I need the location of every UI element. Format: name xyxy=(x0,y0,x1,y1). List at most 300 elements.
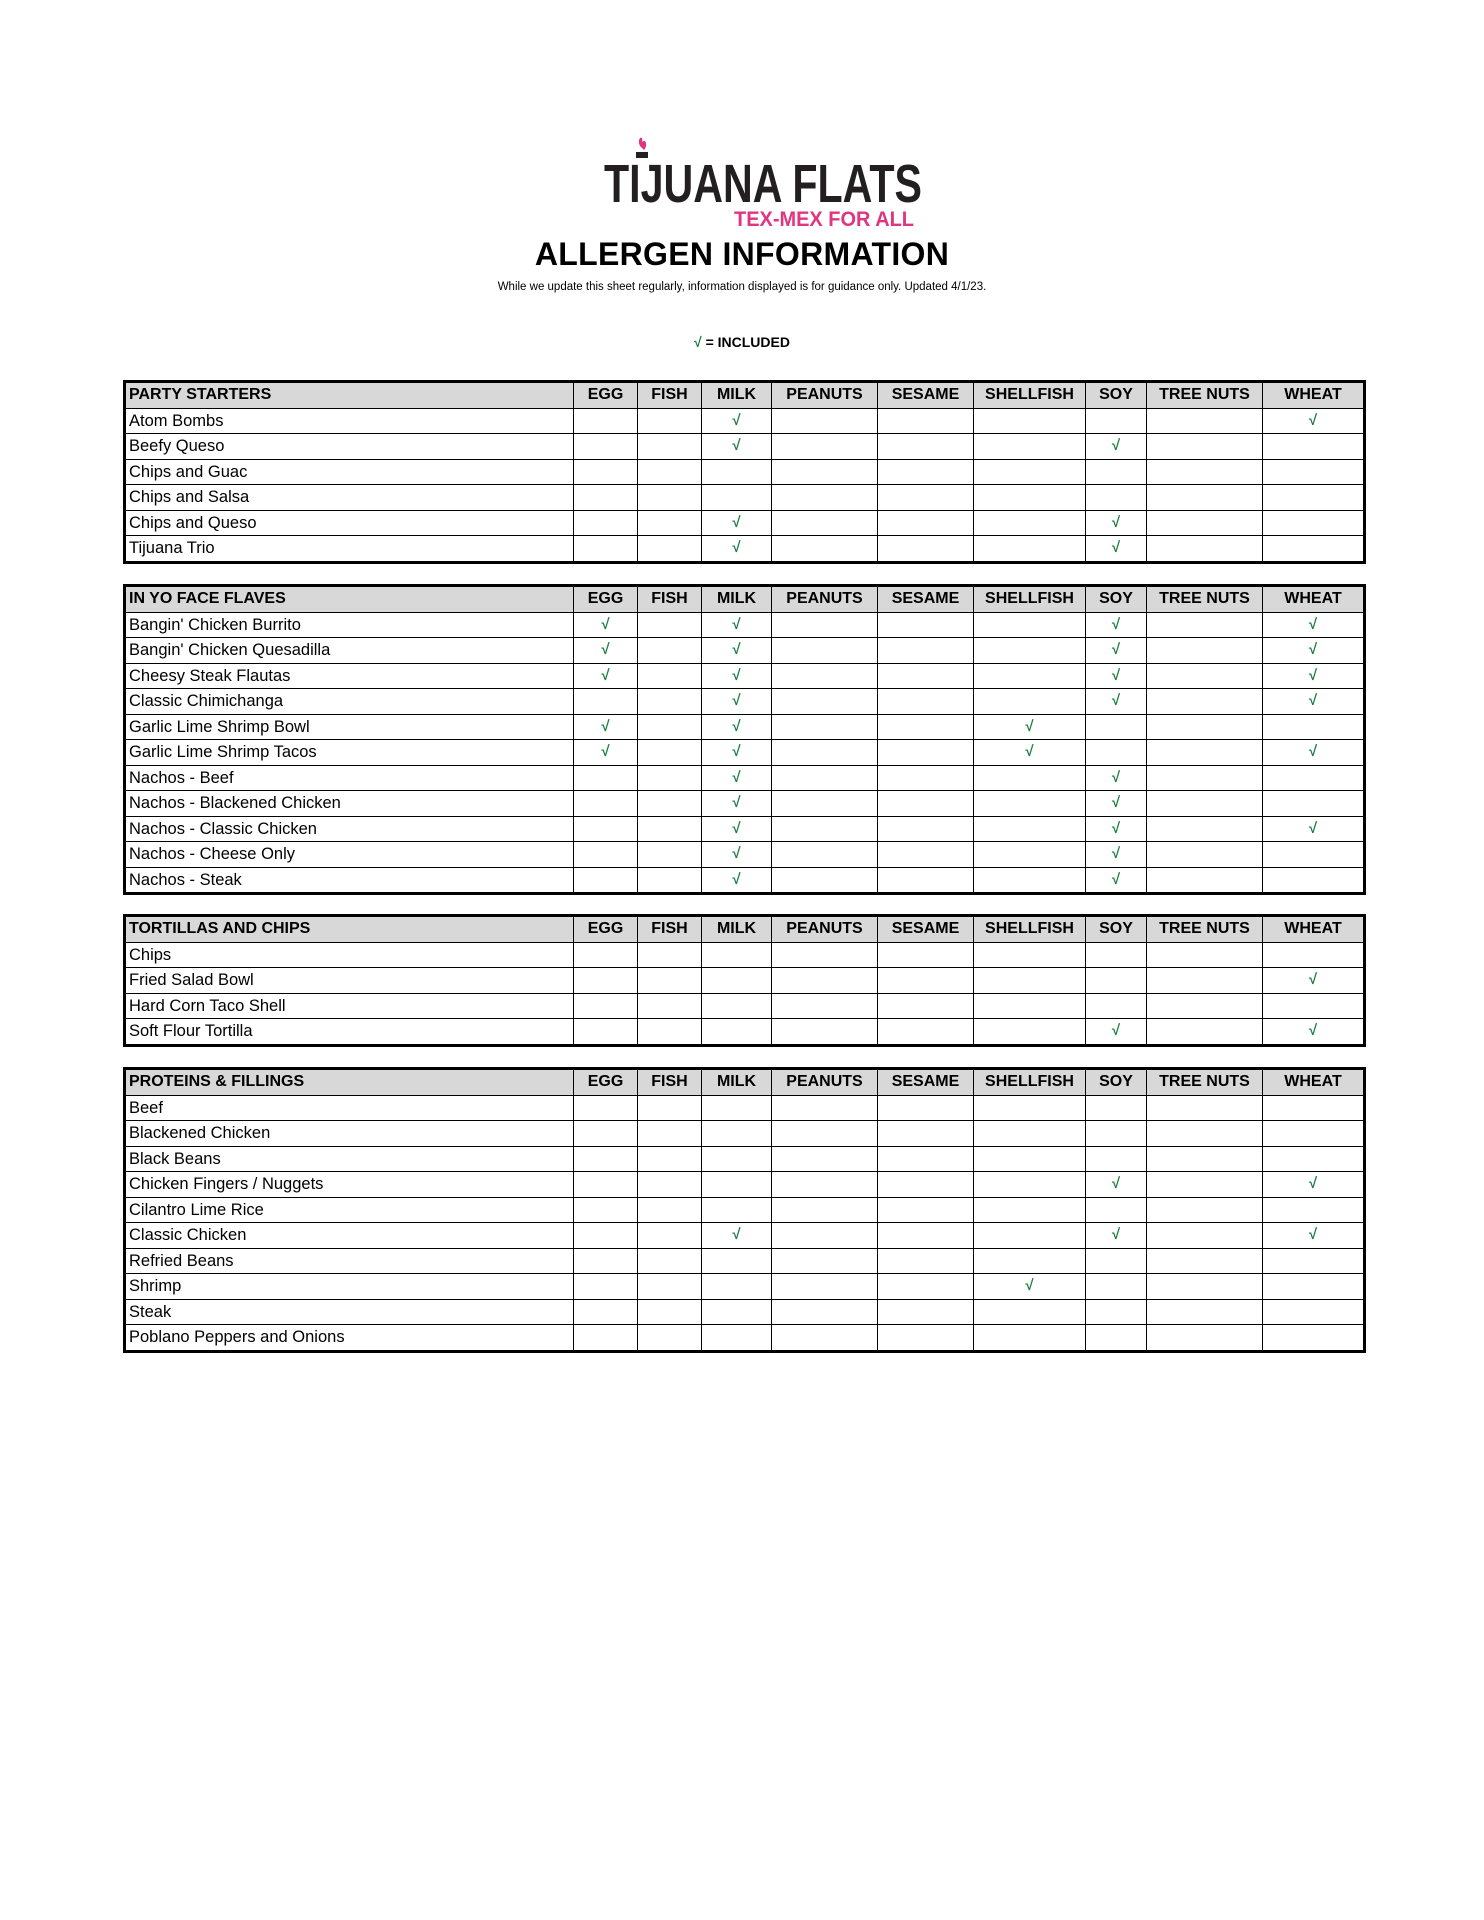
table-row xyxy=(125,791,1365,817)
column-header: TREE NUTS xyxy=(1147,1069,1263,1096)
table-row xyxy=(125,993,1365,1019)
allergen-cell xyxy=(1263,842,1365,868)
allergen-cell xyxy=(702,1325,772,1352)
allergen-cell xyxy=(702,1274,772,1300)
allergen-cell xyxy=(574,459,638,485)
allergen-cell xyxy=(772,968,878,994)
legend xyxy=(0,334,1484,350)
allergen-cell xyxy=(772,612,878,638)
allergen-cell xyxy=(974,638,1086,664)
allergen-cell xyxy=(878,867,974,894)
allergen-cell xyxy=(974,1223,1086,1249)
allergen-cell xyxy=(878,485,974,511)
column-header: FISH xyxy=(638,586,702,613)
column-header: EGG xyxy=(574,586,638,613)
allergen-check-icon: √ xyxy=(702,689,772,715)
menu-item-name: Refried Beans xyxy=(125,1248,574,1274)
column-header: PEANUTS xyxy=(772,916,878,943)
table-row xyxy=(125,1197,1365,1223)
allergen-cell xyxy=(638,1121,702,1147)
allergen-cell xyxy=(1086,714,1147,740)
allergen-cell xyxy=(1263,1121,1365,1147)
allergen-cell xyxy=(974,1325,1086,1352)
allergen-cell xyxy=(974,993,1086,1019)
allergen-cell xyxy=(1263,1248,1365,1274)
allergen-check-icon: √ xyxy=(702,663,772,689)
allergen-cell xyxy=(1147,459,1263,485)
menu-item-name: Hard Corn Taco Shell xyxy=(125,993,574,1019)
allergen-cell xyxy=(974,791,1086,817)
allergen-cell xyxy=(1263,765,1365,791)
allergen-cell xyxy=(1147,1146,1263,1172)
menu-item-name: Poblano Peppers and Onions xyxy=(125,1325,574,1352)
column-header: TREE NUTS xyxy=(1147,586,1263,613)
allergen-cell xyxy=(1147,408,1263,434)
allergen-cell xyxy=(1147,1325,1263,1352)
allergen-cell xyxy=(574,1274,638,1300)
column-header: MILK xyxy=(702,916,772,943)
allergen-check-icon: √ xyxy=(1263,1019,1365,1046)
allergen-cell xyxy=(1147,536,1263,563)
allergen-check-icon: √ xyxy=(974,714,1086,740)
allergen-check-icon: √ xyxy=(1263,663,1365,689)
table-row xyxy=(125,842,1365,868)
column-header: WHEAT xyxy=(1263,382,1365,409)
allergen-cell xyxy=(772,1274,878,1300)
allergen-cell xyxy=(1263,714,1365,740)
allergen-cell xyxy=(1147,842,1263,868)
table-row xyxy=(125,1299,1365,1325)
allergen-check-icon: √ xyxy=(702,867,772,894)
allergen-cell xyxy=(1263,510,1365,536)
allergen-cell xyxy=(702,1019,772,1046)
menu-item-name: Cheesy Steak Flautas xyxy=(125,663,574,689)
allergen-cell xyxy=(772,1146,878,1172)
allergen-cell xyxy=(974,1172,1086,1198)
allergen-check-icon: √ xyxy=(1086,867,1147,894)
allergen-check-icon: √ xyxy=(1263,1223,1365,1249)
allergen-cell xyxy=(1263,867,1365,894)
allergen-cell xyxy=(702,1197,772,1223)
table-row xyxy=(125,714,1365,740)
allergen-check-icon: √ xyxy=(1086,1019,1147,1046)
allergen-cell xyxy=(574,1095,638,1121)
allergen-cell xyxy=(974,612,1086,638)
allergen-cell xyxy=(574,942,638,968)
allergen-cell xyxy=(702,1299,772,1325)
allergen-check-icon: √ xyxy=(702,638,772,664)
allergen-cell xyxy=(772,408,878,434)
allergen-cell xyxy=(772,765,878,791)
allergen-cell xyxy=(772,1248,878,1274)
allergen-cell xyxy=(638,1223,702,1249)
allergen-cell xyxy=(638,942,702,968)
allergen-check-icon: √ xyxy=(1086,842,1147,868)
allergen-check-icon: √ xyxy=(574,714,638,740)
section-title: PARTY STARTERS xyxy=(125,382,574,409)
column-header: SESAME xyxy=(878,586,974,613)
allergen-cell xyxy=(772,1121,878,1147)
allergen-cell xyxy=(702,1248,772,1274)
allergen-cell xyxy=(638,536,702,563)
allergen-cell xyxy=(574,1299,638,1325)
allergen-cell xyxy=(878,968,974,994)
allergen-cell xyxy=(772,1197,878,1223)
allergen-cell xyxy=(574,993,638,1019)
table-row xyxy=(125,408,1365,434)
allergen-cell xyxy=(878,689,974,715)
table-row xyxy=(125,867,1365,894)
allergen-cell xyxy=(1147,485,1263,511)
allergen-cell xyxy=(638,765,702,791)
menu-item-name: Shrimp xyxy=(125,1274,574,1300)
allergen-cell xyxy=(1086,1299,1147,1325)
allergen-check-icon: √ xyxy=(1263,612,1365,638)
allergen-check-icon: √ xyxy=(1086,638,1147,664)
allergen-check-icon: √ xyxy=(1263,1172,1365,1198)
allergen-cell xyxy=(702,1146,772,1172)
allergen-cell xyxy=(772,1325,878,1352)
column-header: WHEAT xyxy=(1263,916,1365,943)
allergen-cell xyxy=(772,993,878,1019)
allergen-cell xyxy=(1086,1248,1147,1274)
allergen-cell xyxy=(878,1197,974,1223)
allergen-check-icon: √ xyxy=(702,612,772,638)
allergen-cell xyxy=(638,1019,702,1046)
allergen-cell xyxy=(878,1172,974,1198)
allergen-cell xyxy=(1086,942,1147,968)
allergen-cell xyxy=(974,1019,1086,1046)
allergen-cell xyxy=(878,408,974,434)
allergen-cell xyxy=(974,1146,1086,1172)
allergen-cell xyxy=(974,1095,1086,1121)
column-header: SHELLFISH xyxy=(974,382,1086,409)
allergen-cell xyxy=(772,1019,878,1046)
column-header: FISH xyxy=(638,382,702,409)
allergen-cell xyxy=(702,1172,772,1198)
allergen-cell xyxy=(1086,1146,1147,1172)
menu-item-name: Nachos - Blackened Chicken xyxy=(125,791,574,817)
allergen-cell xyxy=(1147,1095,1263,1121)
column-header: SOY xyxy=(1086,916,1147,943)
allergen-cell xyxy=(638,1248,702,1274)
allergen-check-icon: √ xyxy=(702,816,772,842)
allergen-cell xyxy=(772,638,878,664)
menu-item-name: Beefy Queso xyxy=(125,434,574,460)
allergen-cell xyxy=(638,1274,702,1300)
column-header: SESAME xyxy=(878,916,974,943)
table-row xyxy=(125,485,1365,511)
allergen-cell xyxy=(638,434,702,460)
allergen-cell xyxy=(878,459,974,485)
allergen-cell xyxy=(702,993,772,1019)
allergen-cell xyxy=(772,1172,878,1198)
allergen-cell xyxy=(638,1172,702,1198)
allergen-table xyxy=(123,914,1366,1047)
allergen-cell xyxy=(1086,1095,1147,1121)
column-header: SESAME xyxy=(878,382,974,409)
menu-item-name: Nachos - Beef xyxy=(125,765,574,791)
table-row xyxy=(125,689,1365,715)
column-header: WHEAT xyxy=(1263,1069,1365,1096)
menu-item-name: Bangin' Chicken Burrito xyxy=(125,612,574,638)
menu-item-name: Tijuana Trio xyxy=(125,536,574,563)
allergen-cell xyxy=(878,536,974,563)
allergen-cell xyxy=(638,485,702,511)
menu-item-name: Soft Flour Tortilla xyxy=(125,1019,574,1046)
allergen-cell xyxy=(1147,1121,1263,1147)
allergen-check-icon: √ xyxy=(702,510,772,536)
column-header: PEANUTS xyxy=(772,586,878,613)
allergen-cell xyxy=(574,510,638,536)
menu-item-name: Cilantro Lime Rice xyxy=(125,1197,574,1223)
allergen-check-icon: √ xyxy=(1086,510,1147,536)
allergen-cell xyxy=(1086,1274,1147,1300)
allergen-check-icon: √ xyxy=(974,740,1086,766)
allergen-cell xyxy=(1147,434,1263,460)
menu-item-name: Bangin' Chicken Quesadilla xyxy=(125,638,574,664)
menu-item-name: Chips and Salsa xyxy=(125,485,574,511)
allergen-cell xyxy=(772,740,878,766)
allergen-cell xyxy=(638,1146,702,1172)
allergen-cell xyxy=(878,816,974,842)
allergen-cell xyxy=(772,842,878,868)
allergen-check-icon: √ xyxy=(1086,663,1147,689)
allergen-cell xyxy=(638,689,702,715)
allergen-cell xyxy=(574,1223,638,1249)
allergen-cell xyxy=(878,638,974,664)
allergen-cell xyxy=(638,791,702,817)
table-header-row xyxy=(125,916,1365,943)
allergen-check-icon: √ xyxy=(1086,536,1147,563)
table-row xyxy=(125,765,1365,791)
allergen-cell xyxy=(772,791,878,817)
allergen-cell xyxy=(1147,1197,1263,1223)
allergen-cell xyxy=(878,1019,974,1046)
allergen-check-icon: √ xyxy=(702,842,772,868)
table-row xyxy=(125,942,1365,968)
menu-item-name: Nachos - Cheese Only xyxy=(125,842,574,868)
allergen-cell xyxy=(638,1197,702,1223)
allergen-cell xyxy=(1147,1299,1263,1325)
allergen-cell xyxy=(574,1146,638,1172)
allergen-cell xyxy=(974,536,1086,563)
allergen-cell xyxy=(974,408,1086,434)
allergen-cell xyxy=(1147,740,1263,766)
table-header-row xyxy=(125,1069,1365,1096)
allergen-cell xyxy=(772,663,878,689)
allergen-check-icon: √ xyxy=(702,765,772,791)
allergen-cell xyxy=(878,612,974,638)
allergen-cell xyxy=(974,459,1086,485)
table-row xyxy=(125,1172,1365,1198)
table-row xyxy=(125,434,1365,460)
menu-item-name: Atom Bombs xyxy=(125,408,574,434)
allergen-check-icon: √ xyxy=(702,791,772,817)
allergen-check-icon: √ xyxy=(702,536,772,563)
allergen-cell xyxy=(1263,993,1365,1019)
section-title: TORTILLAS AND CHIPS xyxy=(125,916,574,943)
allergen-cell xyxy=(702,459,772,485)
allergen-cell xyxy=(1263,1299,1365,1325)
allergen-cell xyxy=(702,968,772,994)
allergen-cell xyxy=(1147,714,1263,740)
allergen-table xyxy=(123,380,1366,564)
allergen-cell xyxy=(974,1299,1086,1325)
table-row xyxy=(125,1019,1365,1046)
allergen-cell xyxy=(638,740,702,766)
allergen-cell xyxy=(638,1325,702,1352)
allergen-cell xyxy=(638,714,702,740)
table-row xyxy=(125,816,1365,842)
allergen-cell xyxy=(974,689,1086,715)
column-header: SHELLFISH xyxy=(974,1069,1086,1096)
allergen-cell xyxy=(574,485,638,511)
column-header: MILK xyxy=(702,586,772,613)
allergen-cell xyxy=(878,1095,974,1121)
logo-tagline: TEX-MEX FOR ALL xyxy=(734,208,915,231)
allergen-cell xyxy=(1147,1172,1263,1198)
allergen-cell xyxy=(772,1299,878,1325)
allergen-cell xyxy=(1147,816,1263,842)
menu-item-name: Fried Salad Bowl xyxy=(125,968,574,994)
allergen-cell xyxy=(702,942,772,968)
allergen-check-icon: √ xyxy=(574,740,638,766)
allergen-check-icon: √ xyxy=(1263,816,1365,842)
allergen-cell xyxy=(772,942,878,968)
allergen-cell xyxy=(1147,791,1263,817)
column-header: EGG xyxy=(574,916,638,943)
allergen-check-icon: √ xyxy=(1086,434,1147,460)
column-header: SHELLFISH xyxy=(974,586,1086,613)
allergen-cell xyxy=(1147,510,1263,536)
allergen-cell xyxy=(1263,459,1365,485)
allergen-cell xyxy=(878,1146,974,1172)
allergen-cell xyxy=(1147,1274,1263,1300)
allergen-cell xyxy=(638,993,702,1019)
allergen-check-icon: √ xyxy=(574,612,638,638)
table-row xyxy=(125,459,1365,485)
column-header: MILK xyxy=(702,1069,772,1096)
column-header: SOY xyxy=(1086,382,1147,409)
allergen-cell xyxy=(772,1223,878,1249)
allergen-cell xyxy=(1086,993,1147,1019)
allergen-cell xyxy=(772,689,878,715)
allergen-check-icon: √ xyxy=(1086,689,1147,715)
menu-item-name: Steak xyxy=(125,1299,574,1325)
allergen-cell xyxy=(1147,867,1263,894)
allergen-check-icon: √ xyxy=(702,1223,772,1249)
allergen-check-icon: √ xyxy=(1086,816,1147,842)
menu-item-name: Black Beans xyxy=(125,1146,574,1172)
allergen-table xyxy=(123,1067,1366,1353)
column-header: WHEAT xyxy=(1263,586,1365,613)
allergen-cell xyxy=(1147,638,1263,664)
allergen-cell xyxy=(1263,791,1365,817)
allergen-check-icon: √ xyxy=(1263,968,1365,994)
allergen-cell xyxy=(574,867,638,894)
allergen-check-icon: √ xyxy=(1263,638,1365,664)
table-row xyxy=(125,1146,1365,1172)
allergen-cell xyxy=(1147,1019,1263,1046)
allergen-cell xyxy=(878,510,974,536)
table-row xyxy=(125,1223,1365,1249)
column-header: FISH xyxy=(638,916,702,943)
brand-logo xyxy=(600,134,930,234)
allergen-check-icon: √ xyxy=(1263,408,1365,434)
allergen-cell xyxy=(574,1019,638,1046)
allergen-cell xyxy=(1147,612,1263,638)
allergen-cell xyxy=(574,842,638,868)
allergen-cell xyxy=(1086,1325,1147,1352)
allergen-cell xyxy=(1263,1146,1365,1172)
allergen-cell xyxy=(772,536,878,563)
allergen-cell xyxy=(974,510,1086,536)
allergen-cell xyxy=(1086,740,1147,766)
allergen-cell xyxy=(702,485,772,511)
legend-text: = INCLUDED xyxy=(701,334,790,350)
table-header-row xyxy=(125,382,1365,409)
allergen-check-icon: √ xyxy=(1086,791,1147,817)
allergen-cell xyxy=(974,485,1086,511)
allergen-check-icon: √ xyxy=(1086,612,1147,638)
allergen-cell xyxy=(638,663,702,689)
allergen-check-icon: √ xyxy=(1086,765,1147,791)
section-title: IN YO FACE FLAVES xyxy=(125,586,574,613)
table-row xyxy=(125,1248,1365,1274)
allergen-cell xyxy=(974,434,1086,460)
allergen-cell xyxy=(1086,485,1147,511)
allergen-check-icon: √ xyxy=(702,408,772,434)
allergen-cell xyxy=(574,1325,638,1352)
allergen-cell xyxy=(772,459,878,485)
allergen-cell xyxy=(974,867,1086,894)
column-header: PEANUTS xyxy=(772,1069,878,1096)
table-row xyxy=(125,536,1365,563)
allergen-cell xyxy=(878,1121,974,1147)
allergen-cell xyxy=(702,1095,772,1121)
allergen-check-icon: √ xyxy=(702,740,772,766)
allergen-cell xyxy=(1147,663,1263,689)
column-header: TREE NUTS xyxy=(1147,916,1263,943)
menu-item-name: Garlic Lime Shrimp Bowl xyxy=(125,714,574,740)
allergen-table xyxy=(123,584,1366,895)
allergen-cell xyxy=(1263,1325,1365,1352)
table-row xyxy=(125,1095,1365,1121)
allergen-cell xyxy=(574,1172,638,1198)
allergen-cell xyxy=(638,1299,702,1325)
column-header: FISH xyxy=(638,1069,702,1096)
menu-item-name: Beef xyxy=(125,1095,574,1121)
column-header: MILK xyxy=(702,382,772,409)
allergen-cell xyxy=(878,740,974,766)
column-header: SESAME xyxy=(878,1069,974,1096)
allergen-cell xyxy=(878,1223,974,1249)
allergen-cell xyxy=(772,485,878,511)
menu-item-name: Garlic Lime Shrimp Tacos xyxy=(125,740,574,766)
allergen-cell xyxy=(974,968,1086,994)
allergen-check-icon: √ xyxy=(702,434,772,460)
allergen-cell xyxy=(1263,485,1365,511)
allergen-cell xyxy=(574,1248,638,1274)
allergen-cell xyxy=(974,942,1086,968)
allergen-cell xyxy=(638,638,702,664)
allergen-cell xyxy=(1147,1248,1263,1274)
allergen-cell xyxy=(574,1197,638,1223)
allergen-cell xyxy=(1147,765,1263,791)
column-header: EGG xyxy=(574,382,638,409)
check-icon: √ xyxy=(694,334,702,350)
